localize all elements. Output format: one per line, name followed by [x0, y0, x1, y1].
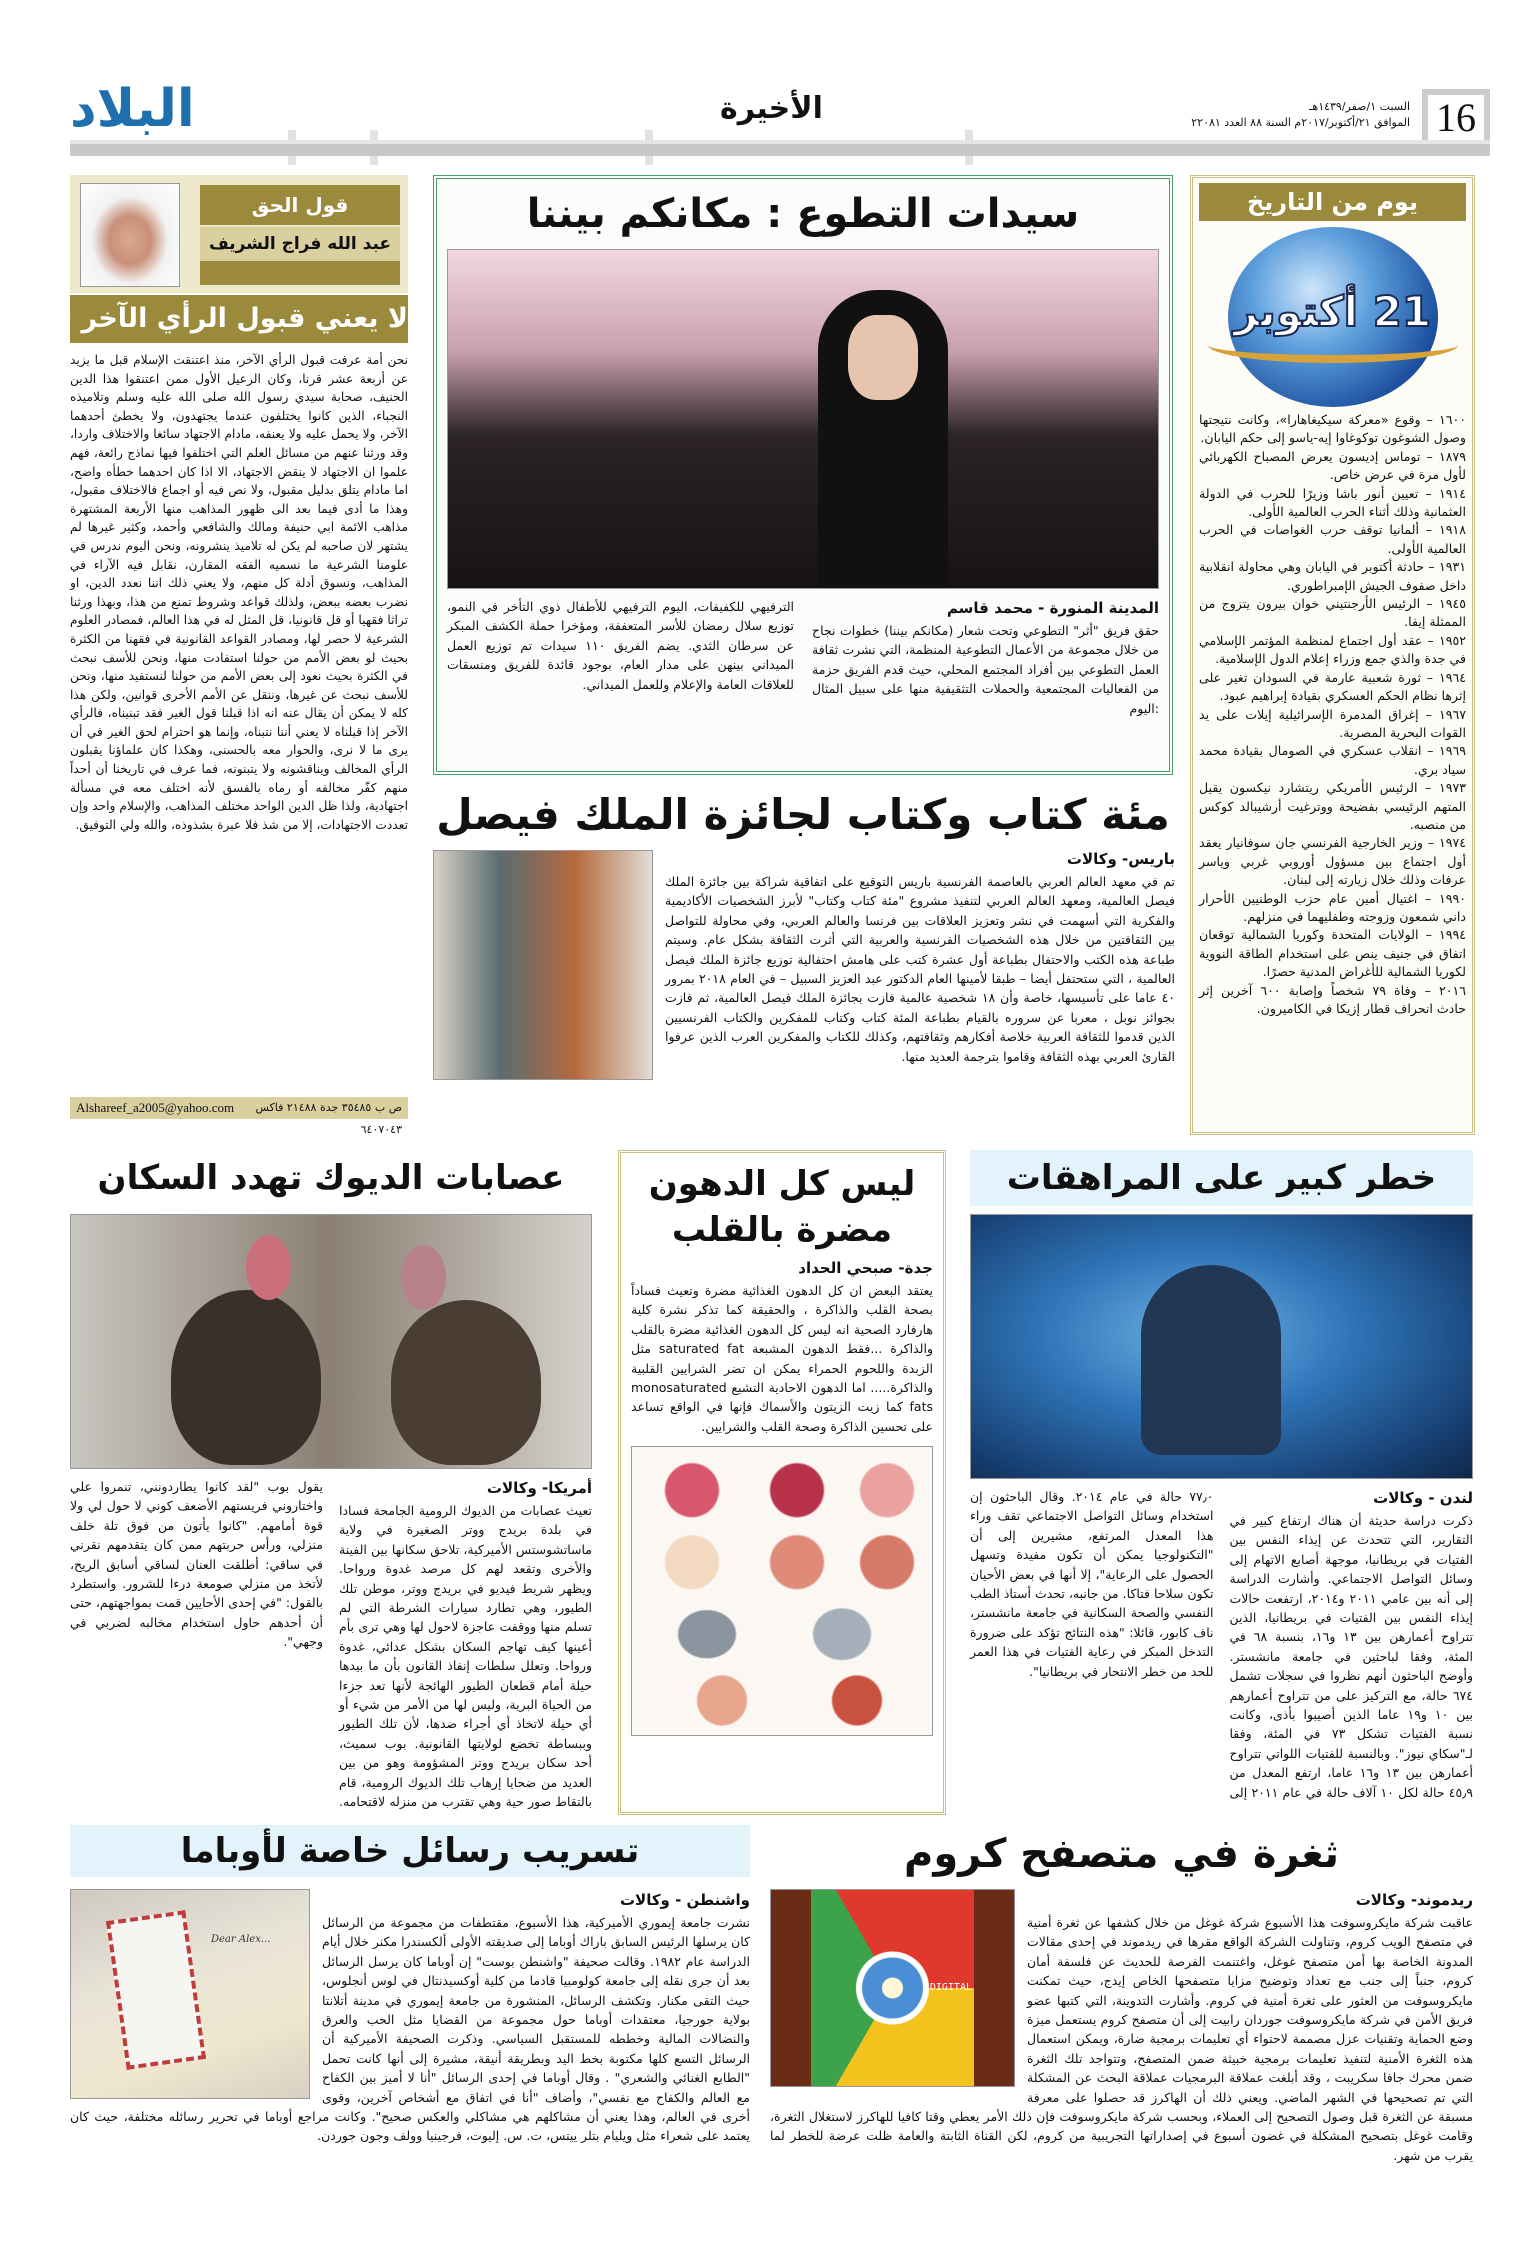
history-event: ١٩١٤ – تعيين أنور باشا وزيرًا للحرب في الدولة العثمانية وذلك أثناء الحرب العالمية الأولى. — [1199, 485, 1466, 520]
october-21-globe-image — [1228, 227, 1438, 407]
faisal-byline: باريس- وكالات — [1066, 850, 1175, 868]
history-event: ٢٠١٦ – وفاة ٧٩ شخصاً وإصابة ٦٠٠ آخرين إثر حادث انحراف قطار إزيكا في الكاميرون. — [1199, 982, 1466, 1016]
sad-teen-photo — [970, 1214, 1473, 1479]
column-name: قول الحق — [200, 185, 400, 225]
volunteer-headline: سيدات التطوع : مكانكم بيننا — [526, 191, 1080, 237]
masthead — [70, 79, 1490, 160]
fats-text — [631, 1257, 933, 1436]
history-event: ١٨٧٩ – توماس إديسون يعرض المصباح الكهربائي لأول مرة في عرض خاص. — [1199, 448, 1466, 483]
chrome-lock-door-image — [770, 1889, 1015, 2087]
obama-byline: واشنطن - وكالات — [619, 1891, 750, 1909]
obama-letters-photo — [70, 1889, 310, 2099]
history-title: يوم من التاريخ — [1199, 183, 1466, 221]
healthy-fats-food-photo — [631, 1446, 933, 1736]
letter-handwriting: Dear Alex... — [211, 1934, 271, 1945]
paragraph: الترفيهي للكفيفات، اليوم الترفيهي للأطفال ذوي التأخر في النمو، توزيع سلال رمضان للأسر المتعففة، ومؤخرا حملة الكشف المبكر عن سرطان الثدي. يضم الفريق ١١٠ سيدات تم توزيع العمل الميداني بينهن على مدار العام، بوجود قائدة للفريق ومنسقات للعلاقات العامة والإعلام وللعمل الميداني. — [447, 599, 794, 692]
fats-headline: ليس كل الدهون مضرة بالقلب — [648, 1164, 916, 1250]
paragraph: عاقبت شركة مايكروسوفت هذا الأسبوع شركة غوغل من خلال كشفها عن ثغرة أمنية في متصفح الويب كروم، وتناولت الشركة الواقع مقرها في ريدموند في إحدى مقالات المدونة الخاصة بها أمن متصفح غوغل، واغتنمت الفرصة للحديث عن فلسفة أمان كروم، جنباً إلى جنب مع تعداد وتوضيح مزايا متصفحها الخاص إيدج، حيث تمكنت مايكروسوفت من العثور على ثغرة أمنية في كروم. وأشارت التدوينة، التي كتبها عضو فريق الأمن في شركة مايكروسوفت جوردان رابيت إلى أن متصفح كروم يستعمل ميزة وضع الحماية وتقنيات عزل مصممة لاحتواء أي تعليمات برمجية ضارة، ويمكن استعمال هذه الثغرة الأمنية لتنفيذ تعليمات برمجية خبيثة ضمن المتصفح، وتتواجد تلك الثغرة ضمن محرك جافا سكريبت ، وقد أبلغت عملاقة البرمجيات عملاقة البحث عن المشكلة التي تم تصحيحها في الشهر الماضي. ويعني ذلك أن الهاكرز قد حصلوا على معرفة مسبقة عن الثغرة قبل وصول التصحيح إلى العملاء، وبحسب شركة مايكروسوفت فإن ذلك الأمر يعطي وقتا كافيا للهاكرز لاستغلال الثغرة، وقامت غوغل بتصحيح المشكلة في غضون أسبوع في إصداراتها التجريبية من كروم، لكن القناة الثابتة والعامة ظلت عرضة للخطر لما يقرب من شهر. — [770, 1915, 1473, 2163]
teens-article — [970, 1150, 1473, 1815]
faisal-headline: مئة كتاب وكتاب لجائزة الملك فيصل — [436, 790, 1170, 839]
history-event: ١٩٦٤ – ثورة شعبية عارمة في السودان تغير على إثرها نظام الحكم العسكري بقيادة إبراهيم عبود. — [1199, 669, 1466, 704]
opinion-header — [70, 175, 408, 293]
paragraph: تعيث عصابات من الديوك الرومية الجامحة فسادا في بلدة بريدج ووتر الصغيرة في ولاية ماساتشوستس الأميركية، تلاحق سكانها بين الفينة والأخرى وتقعد لهم كل مرصد غدوة ورواحا. ويظهر شريط فيديو في بريدج ووتر، موطن تلك الطيور، وهي تطارد سيارات الشرطة التي لم تسلم منها ووقفت عاجزة لاحول لها وهي ترى بأم أعينها كيف تهاجم السكان بشكل عدائي، غدوة ورواحا. وتعلل سلطات إنفاذ القانون بأن ما بيدها حيلة أمام قطعان الطيور الهائجة لأنها تعد جزءا من الحياة البرية، وليس لها من الأمر من شيء أو أي حيلة لاتخاذ أي أجراء ضدها، لأن تلك الطيور وببساطة تخضع لولايتها القانونية. بوب سميث، أحد سكان بريدج ووتر المشؤومة وهو من بين العديد من ضحايا إرهاب تلك الديوك الرومية، قام بالتقاط صور حية وهي تقترب من منزله لاقتحامه. يقول بوب "لقد كانوا يطاردونني، تنمروا علي واختاروني فريستهم الأضعف كوني لا حول لي ولا قوة أمامهم. "كانوا يأتون من فوق تلة خلف منزلي، ورأس حربتهم ممن كان يتقدمهم نقرني في ساقي: أطلقت العنان لساقي أسابق الريح، لأتخذ من منزلي صومعة درءا للشرور. واستطرد بالقول: "في إحدى الأحايين قمت بمواجهتهم، حتى أن أحدهم حاول استخدام مخالبه لضربي في وجهي". — [69, 1479, 592, 1810]
opinion-headline: لا يعني قبول الرأي الآخر تبنيه — [70, 295, 408, 343]
contact-info: ص ب ٣٥٤٨٥ جدة ٢١٤٨٨ فاكس ٦٤٠٧٠٤٣ — [255, 1101, 402, 1136]
author-photo — [80, 183, 180, 287]
date-hijri: السبت ١/صفر/١٤٣٩هـ — [1309, 100, 1410, 113]
history-event: ١٩٤٥ – الرئيس الأرجنتيني خوان بيرون يتزوج من الممثلة إيفا. — [1199, 596, 1466, 630]
history-event: ١٩٣١ – حادثة أكتوبر في اليابان وهي محاولة انقلابية داخل صفوف الجيش الإمبراطوري. — [1199, 559, 1466, 593]
issue-date — [1170, 99, 1410, 131]
volunteer-text-col1 — [812, 597, 1159, 718]
turkeys-headline: عصابات الديوك تهدد السكان — [97, 1158, 565, 1198]
faisal-signing-photo — [433, 850, 653, 1080]
date-gregorian: الموافق ٢١/أكتوبر/٢٠١٧م السنة ٨٨ العدد ٢٢٠٨١ — [1191, 116, 1410, 129]
author-email[interactable]: Alshareef_a2005@yahoo.com — [76, 1100, 235, 1115]
image-watermark: DIGITAL — [929, 1982, 972, 1993]
volunteers-photo — [447, 249, 1159, 589]
obama-article — [70, 1825, 750, 2245]
paragraph: ذكرت دراسة حديثة أن هناك ارتفاع كبير في التقارير، التي تتحدث عن إيذاء النفس بين الفتيات في بريطانيا، موجهة أصابع الاتهام إلى وسائل التواصل الاجتماعي. وأشارت الدراسة إلى أنه بين عامي ٢٠١١ و٢٠١٤، ارتفعت حالات إيذاء النفس بين الفتيات في بريطانيا، الذين تتراوح أعمارهن بين ١٣ و١٦، بنسبة ٦٨ في المئة، وفقا لباحثين في جامعة مانشستر. وأوضح الباحثون أنهم نظروا في سجلات تشمل ٦٧٤ حالة، مع التركيز على من تتراوح أعمارهم بين ١٠ و١٩ عاما الذين أصيبوا بأذى، وكانت نسبة الفتيات تشكل ٧٣ في المئة، وفقا لـ"سكاي نيوز". وبالنسبة للفتيات اللواتي تتراوح أعمارهن بين ١٣ و١٦ عاما، ارتفع المعدل من ٤٥٫٩ حالة لكل ١٠ آلاف حالة في عام ٢٠١١ إلى ٧٧٫٠ حالة في عام ٢٠١٤. وقال الباحثون إن استخدام وسائل التواصل الاجتماعي تقف وراء هذا المعدل المرتفع، مشيرين إلى أن "التكنولوجيا يمكن أن تكون مفيدة وتسهل الحصول على الرعاية"، إلا أنها في بعض الأحيان تكون سلاحا فتاكا. من جانبه، تحدث أستاذ الطب النفسي والصحة السكانية في جامعة مانشستر، ناف كابور، قائلا: "هذه النتائج تؤكد على ضرورة التدخل المبكر في رعاية الفتيات في هذا العمر للحد من خطر الانتحار في بريطانيا". — [970, 1489, 1474, 1800]
history-events-list — [1199, 411, 1466, 1018]
paragraph: نحن أمة عرفت قبول الرأي الآخر، منذ اعتنقت الإسلام قبل ما يزيد عن أربعة عشر قرنا، وكان الرعيل الأول ممن اعتنقوا هذا الدين الحنيف، صحابة سيدي رسول الله صلى الله عليه وسلم وتلاميذه النجباء، الذين كانوا يختلفون عندما يجتهدون، ولا يخطئ أحدهما الآخر، ولا يحمل عليه ولا يعنفه، مادام الاجتهاد سائغا والاختلاف واردا، وقد ورثنا عنهم من مسائل العلم التي اختلفوا فيها نماذج رائعة، فهم علموا ان الاجتهاد لا ينقض الاجتهاد، الا اذا كان احدهما خطأه واضح، اما مادام يتلق بدليل مقبول، ولا نص فيه أو اجماع فالاختلاف مقبول، وهذا ما أدى فيما بعد الى ظهور المذاهب منها الأربعة المشتهرة مذاهب الائمة ابي حنيفة ومالك والشافعي وأحمد، وكثير غيرها لم يشتهر لان صاحبه لم يكن له تلاميذ ينشرونه، ونحن اليوم ندرس في علومنا الشرعية ما نسميه الفقه المقارن، نقابل فيه الآراء في المذاهب، ونسوق أدلة كل منهم، ولا يعني ذلك اننا نعدد الدين، او نضرب بعضه ببعض، ولذلك قواعد وشروط تمنع من هذا، وبهذا ورثنا تراثا فقهيا أو قل قانونيا، قل المثل له في هذا العالم، فمصادر العلوم الشرعية لا حصر لها، ومصادر القواعد القانونية في فقهنا من الكثرة بحيث لو بعض الأمم من حولنا استفادت منها، ونحن للأسف نبحث في الكثرة بحيث نعود إلى بعض الأمم من حولنا لنستفيد منها، ونحن للأسف نبحث عن غيرها، وننقل عن الأمم الأخرى قوانين، ولكن هذا كله لا يمكن أن يقال عنه انه اذا قبلنا قول الغير فقد تبنيناه، فالرأي الآخر إذا قبلناه لا يعني أننا نتبناه، وإنما هو احترام لحق الغير في أن يرى ما لا نرى، والحوار معه بالحسنى، وهكذا كان علماؤنا يقبلون الرأي المخالف ويناقشونه ولا يتبنونه، فما عرف في تاريخنا أن أحداً منهم كفّر مخالفه أو رماه بالفسق لأنه اختلف معه في مسألة اجتهادية، ولذا ظل الدين الواحد مختلف المذاهب، والإسلام واحد وإن تعددت الاجتهادات، إلا من شذ فلا عبرة بشذوذه، والله ولي التوفيق. — [70, 353, 408, 832]
chrome-article — [770, 1825, 1473, 2245]
fats-article — [618, 1150, 946, 1815]
volunteer-byline: المدينة المنورة - محمد قاسم — [946, 599, 1159, 617]
masthead-rule — [70, 140, 1490, 156]
history-event: ١٩١٨ – ألمانيا توقف حرب الغواصات في الحرب العالمية الأولى. — [1199, 522, 1466, 556]
newspaper-logo: البلاد — [70, 79, 195, 139]
opinion-column — [12, 175, 408, 1136]
history-box — [1190, 175, 1475, 1135]
page-number: 16 — [1422, 89, 1490, 141]
history-event: ١٩٧٣ – الرئيس الأمريكي ريتشارد نيكسون يقيل المتهم الرئيسي بفضيحة ووترغيت أرشيبالد كوكس من منصبه. — [1199, 780, 1466, 832]
author-name: عبد الله فراج الشريف — [200, 227, 400, 261]
wild-turkeys-photo — [70, 1214, 592, 1469]
chrome-text — [770, 1889, 1473, 2165]
globe-date-text: 21 أكتوبر — [1233, 287, 1432, 336]
teens-text — [970, 1487, 1473, 1812]
obama-headline: تسريب رسائل خاصة لأوباما — [70, 1825, 750, 1877]
history-event: ١٩٥٢ – عقد أول اجتماع لمنظمة المؤتمر الإسلامي في جدة والذي جمع وزراء إعلام الدول الإسلامية. — [1199, 632, 1466, 667]
opinion-contact-bar — [70, 1097, 408, 1136]
opinion-body — [70, 351, 408, 1081]
history-event: ١٩٩٤ – الولايات المتحدة وكوريا الشمالية توقعان اتفاق في جنيف ينص على استخدام الطاقة النووية لكوريا الشمالية للأغراض المدنية حصرًا. — [1199, 927, 1466, 980]
history-event: ١٩٦٧ – إغراق المدمرة الإسرائيلية إيلات على يد القوات البحرية المصرية. — [1199, 706, 1466, 740]
history-event: ١٩٧٤ – وزير الخارجية الفرنسي جان سوفانيار يعقد أول اجتماع بين مسؤول أوروبي غربي وياسر عرفات وذلك خلال زيارته إلى لبنان. — [1199, 835, 1466, 888]
turkeys-article — [70, 1150, 592, 1815]
paragraph: تم في معهد العالم العربي بالعاصمة الفرنسية باريس التوقيع على اتفاقية شراكة بين جائزة الملك فيصل العالمية، ومعهد العالم العربي لتنفيذ مشروع "مئة كتاب وكتاب" لأبرز الشخصيات الأكاديمية والفكرية التي أسهمت في نشر وتعزيز العلاقات بين فرنسا والعالم العربي، وفي محاولة للتواصل بين الثقافتين من خلال هذه الشخصيات الفرنسية والعربية التي أثرت الثقافة بشكل عام. وسيتم طباعة هذه الكتب والاحتفال بطباعة أول عشرة كتب على هامش احتفالية توزيع جائزة الملك فيصل العالمية ، التي ستحتفل أيضا – طبقا لأمينها العام الدكتور عبد العزيز السبيل – في العام ٢٠١٨ بمرور ٤٠ عاما على تأسيسها، خاصة وأن ١٨ شخصية عالمية فازت بجائزة الملك فيصل العالمية، ثم فازت بجوائز نوبل ، معربا عن سروره بالقيام بطباعة المئة كتاب وكتاب للمفكرين والكتاب الفرنسيين الذين قدموا للثقافة العربية خلاصة أفكارهم وثقافتهم، وكذلك للكتاب والمفكرين العرب الذين عرفوا القارئ العربي بهذه الثقافة وقاموا بترجمة العديد منها. — [665, 874, 1175, 1064]
paragraph: حقق فريق "أثر" التطوعي وتحت شعار (مكانكم بيننا) خطوات نجاح من خلال مجموعة من الأعمال التطوعية المنظمة، التي نشرت ثقافة العمل التطوعي بين أفراد المجتمع المحلي، حيث قدم الفريق حزمة من الفعاليات المجتمعية والحملات التثقيفية منها على سبيل المثال :اليوم — [812, 623, 1159, 716]
teens-headline: خطر كبير على المراهقات — [970, 1150, 1473, 1206]
chrome-headline: ثغرة في متصفح كروم — [904, 1831, 1339, 1877]
teens-byline: لندن - وكالات — [1373, 1489, 1473, 1507]
fats-byline: جدة- صبحي الحداد — [798, 1259, 933, 1277]
history-event: ١٦٠٠ – وقوع «معركة سيكيغاهارا»، وكانت نتيجتها وصول الشوغون توكوغاوا إيه-ياسو إلى حكم اليابان. — [1199, 412, 1466, 446]
volunteer-article — [433, 175, 1173, 775]
section-title: الأخيرة — [720, 91, 823, 126]
obama-text — [70, 1889, 750, 2146]
volunteer-text-col2 — [447, 597, 794, 718]
turkeys-text — [70, 1477, 592, 1812]
paragraph: نشرت جامعة إيموري الأميركية، هذا الأسبوع، مقتطفات من مجموعة من الرسائل كان يرسلها الرئيس السابق باراك أوباما إلى صديقته الأولى ألكسندرا مكنر خلال أيام الدراسة عام ١٩٨٢. وقالت صحيفة "واشنطن بوست" إن أوباما كان يرسل الرسائل بعد أن جرى نقله إلى جامعة كولومبيا قادما من كلية أوكسيدنتال في لوس أنجلوس، حيث التقى مكنار. وتكشف الرسائل، المنشورة من جامعة إيموري في مدينة أتلانتا بولاية جورجيا، معتقدات أوباما حول مجموعة من القضايا مثل الحب والعرق والنضالات المالية وخططه للمستقبل السياسي. وذكرت الصحيفة الأميركية أن الرسائل التسع كلها مكتوبة بخط اليد وبطريقة أنيقة، مشيرة إلى أنها كانت تحمل "الطابع الغنائي والشعري" . وقال أوباما في إحدى الرسائل "أنا لا أميز بين الكفاح مع العالم والكفاح مع نفسي"، وأضاف "أنا في اتفاق مع أشخاص آخرين، وقوى أخرى في العالم، وهذا يعني أن مشاكلهم هي مشاكلي والعكس صحيح". وكانت مراجع أوباما في تحرير رسائله مختلفة، حيث كان يعتمد على شعراء مثل ويليام بتلر ييتس، ت. س. إليوت، فرجينيا وولف وجون جوردن. — [70, 1915, 750, 2144]
faisal-text — [665, 848, 1175, 1066]
chrome-byline: ريدموند- وكالات — [1355, 1891, 1473, 1909]
turkeys-byline: أمريكا- وكالات — [486, 1479, 592, 1497]
history-event: ١٩٩٠ – اغتيال أمين عام حزب الوطنيين الأحرار داني شمعون وزوجته وطفليهما في منزلهم. — [1199, 890, 1466, 924]
history-event: ١٩٦٩ – انقلاب عسكري في الصومال بقيادة محمد سياد بري. — [1199, 743, 1466, 777]
paragraph: يعتقد البعض ان كل الدهون الغذائية مضرة وتعيث فساداً بصحة القلب والذاكرة ، والحقيقة كما تذكر نشرة كلية هارفارد الصحية انه ليس كل الدهون الغذائية مضرة بالقلب والذاكرة ...فقط الدهون المشبعة saturated fat مثل الزبدة واللحوم الحمراء يمكن ان تضر الشرايين القلبية والذاكرة..... اما الدهون الاحادية التشبع monosaturated fats كما زيت الزيتون والأسماك فإنها في الواقع تساعد على تحسين الذاكرة وصحة القلب والشرايين. — [631, 1283, 933, 1434]
